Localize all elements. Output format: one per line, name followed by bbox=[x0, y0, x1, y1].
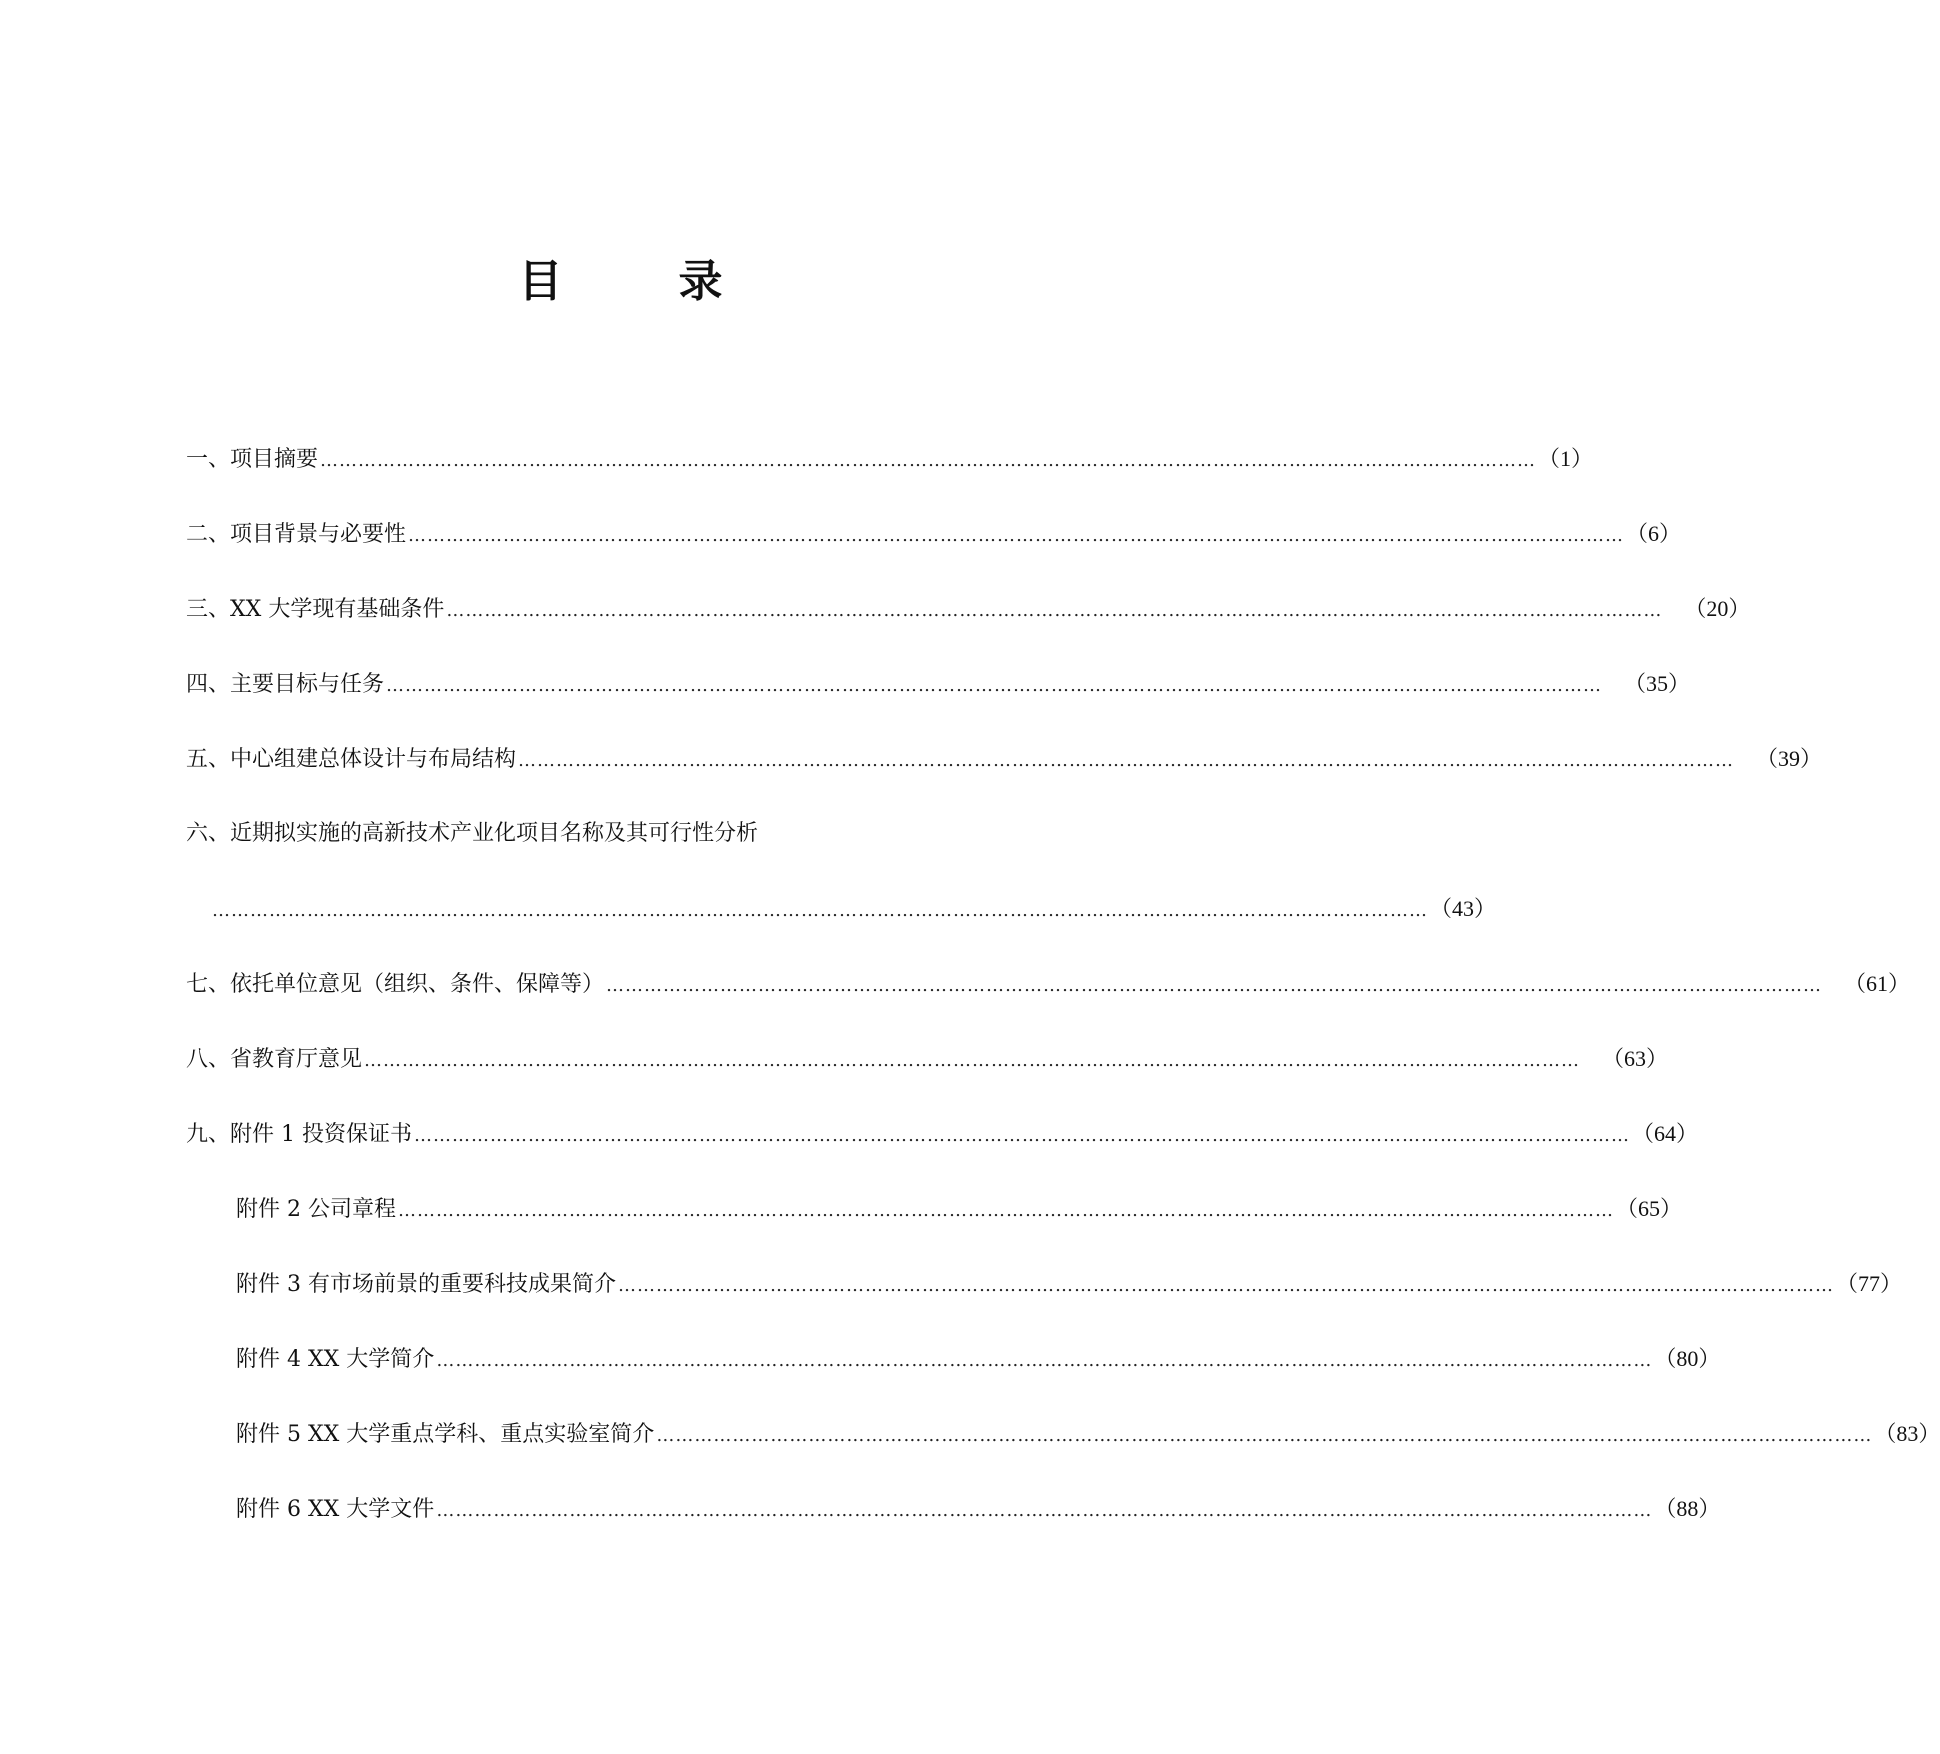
toc-leader: ………………………………………………………………………………………………………………………………………………………………………… bbox=[364, 1050, 1581, 1071]
toc-leader: ………………………………………………………………………………………………………………………………………………………………………… bbox=[446, 600, 1663, 621]
toc-entry-page: （64） bbox=[1631, 1121, 1698, 1146]
toc-entry-page: （20） bbox=[1684, 596, 1751, 621]
toc-entry-label: 一、项目摘要 bbox=[186, 447, 319, 472]
toc-leader: ………………………………………………………………………………………………………………………………………………………………………… bbox=[212, 900, 1428, 921]
toc-entry-7[interactable] bbox=[186, 967, 1911, 1001]
toc-entry-page: （77） bbox=[1836, 1271, 1903, 1296]
toc-leader: ………………………………………………………………………………………………………………………………………………………………………… bbox=[618, 1275, 1834, 1296]
toc-entry-8[interactable] bbox=[186, 1042, 1669, 1076]
toc-entry-13[interactable] bbox=[236, 1417, 1940, 1451]
toc-entry-11[interactable] bbox=[236, 1267, 1903, 1301]
toc-entry-label: 附件 2 公司章程 bbox=[236, 1197, 396, 1222]
toc-leader: ………………………………………………………………………………………………………………………………………………………………………… bbox=[606, 975, 1823, 996]
toc-entry-page: （61） bbox=[1844, 971, 1911, 996]
toc-entry-label: 八、省教育厅意见 bbox=[186, 1047, 363, 1072]
toc-entry-label: 附件 3 有市场前景的重要科技成果简介 bbox=[236, 1272, 616, 1297]
toc-entry-4[interactable] bbox=[186, 667, 1691, 701]
toc-entry-label: 四、主要目标与任务 bbox=[186, 672, 385, 697]
toc-entry-label: 附件 4 XX 大学简介 bbox=[236, 1347, 435, 1372]
toc-entry-page: （43） bbox=[1430, 896, 1497, 921]
toc-entry-2[interactable] bbox=[186, 517, 1682, 551]
toc-leader: ………………………………………………………………………………………………………………………………………………………………………… bbox=[436, 1350, 1653, 1371]
toc-entry-3[interactable] bbox=[186, 592, 1751, 626]
toc-entry-10[interactable] bbox=[236, 1192, 1682, 1226]
toc-entry-12[interactable] bbox=[236, 1342, 1721, 1376]
toc-entry-label: 附件 6 XX 大学文件 bbox=[236, 1497, 435, 1522]
toc-entry-14[interactable] bbox=[236, 1492, 1721, 1526]
toc-leader: ………………………………………………………………………………………………………………………………………………………………………… bbox=[656, 1425, 1873, 1446]
toc-entry-9[interactable] bbox=[186, 1117, 1698, 1151]
toc-leader: ………………………………………………………………………………………………………………………………………………………………………… bbox=[413, 1125, 1630, 1146]
toc-entry-6-label[interactable]: 六、近期拟实施的高新技术产业化项目名称及其可行性分析 bbox=[186, 821, 759, 846]
toc-entry-page: （65） bbox=[1615, 1196, 1682, 1221]
toc-entry-label: 附件 5 XX 大学重点学科、重点实验室简介 bbox=[236, 1422, 655, 1447]
toc-leader: ………………………………………………………………………………………………………………………………………………………………………… bbox=[386, 675, 1603, 696]
toc-entry-6[interactable] bbox=[212, 892, 1497, 926]
toc-leader: ………………………………………………………………………………………………………………………………………………………………………… bbox=[320, 450, 1537, 471]
toc-entry-page: （63） bbox=[1602, 1046, 1669, 1071]
toc-entry-label: 二、项目背景与必要性 bbox=[186, 522, 407, 547]
toc-leader: ………………………………………………………………………………………………………………………………………………………………………… bbox=[397, 1200, 1614, 1221]
toc-entry-1[interactable] bbox=[186, 442, 1594, 476]
toc-entry-label: 五、中心组建总体设计与布局结构 bbox=[186, 747, 517, 772]
toc-entry-page: （88） bbox=[1654, 1496, 1721, 1521]
toc-leader: ………………………………………………………………………………………………………………………………………………………………………… bbox=[518, 750, 1735, 771]
toc-entry-label: 三、XX 大学现有基础条件 bbox=[186, 597, 445, 622]
page-title: 目 录 bbox=[518, 256, 759, 307]
toc-entry-label: 七、依托单位意见（组织、条件、保障等） bbox=[186, 972, 605, 997]
toc-entry-5[interactable] bbox=[186, 742, 1823, 776]
toc-entry-page: （1） bbox=[1538, 446, 1594, 471]
toc-leader: ………………………………………………………………………………………………………………………………………………………………………… bbox=[408, 525, 1625, 546]
toc-entry-page: （83） bbox=[1874, 1421, 1940, 1446]
toc-entry-page: （80） bbox=[1654, 1346, 1721, 1371]
toc-entry-page: （6） bbox=[1626, 521, 1682, 546]
toc-entry-page: （35） bbox=[1624, 671, 1691, 696]
toc-entry-page: （39） bbox=[1756, 746, 1823, 771]
toc-entry-label: 九、附件 1 投资保证书 bbox=[186, 1122, 412, 1147]
toc-leader: ………………………………………………………………………………………………………………………………………………………………………… bbox=[436, 1500, 1653, 1521]
